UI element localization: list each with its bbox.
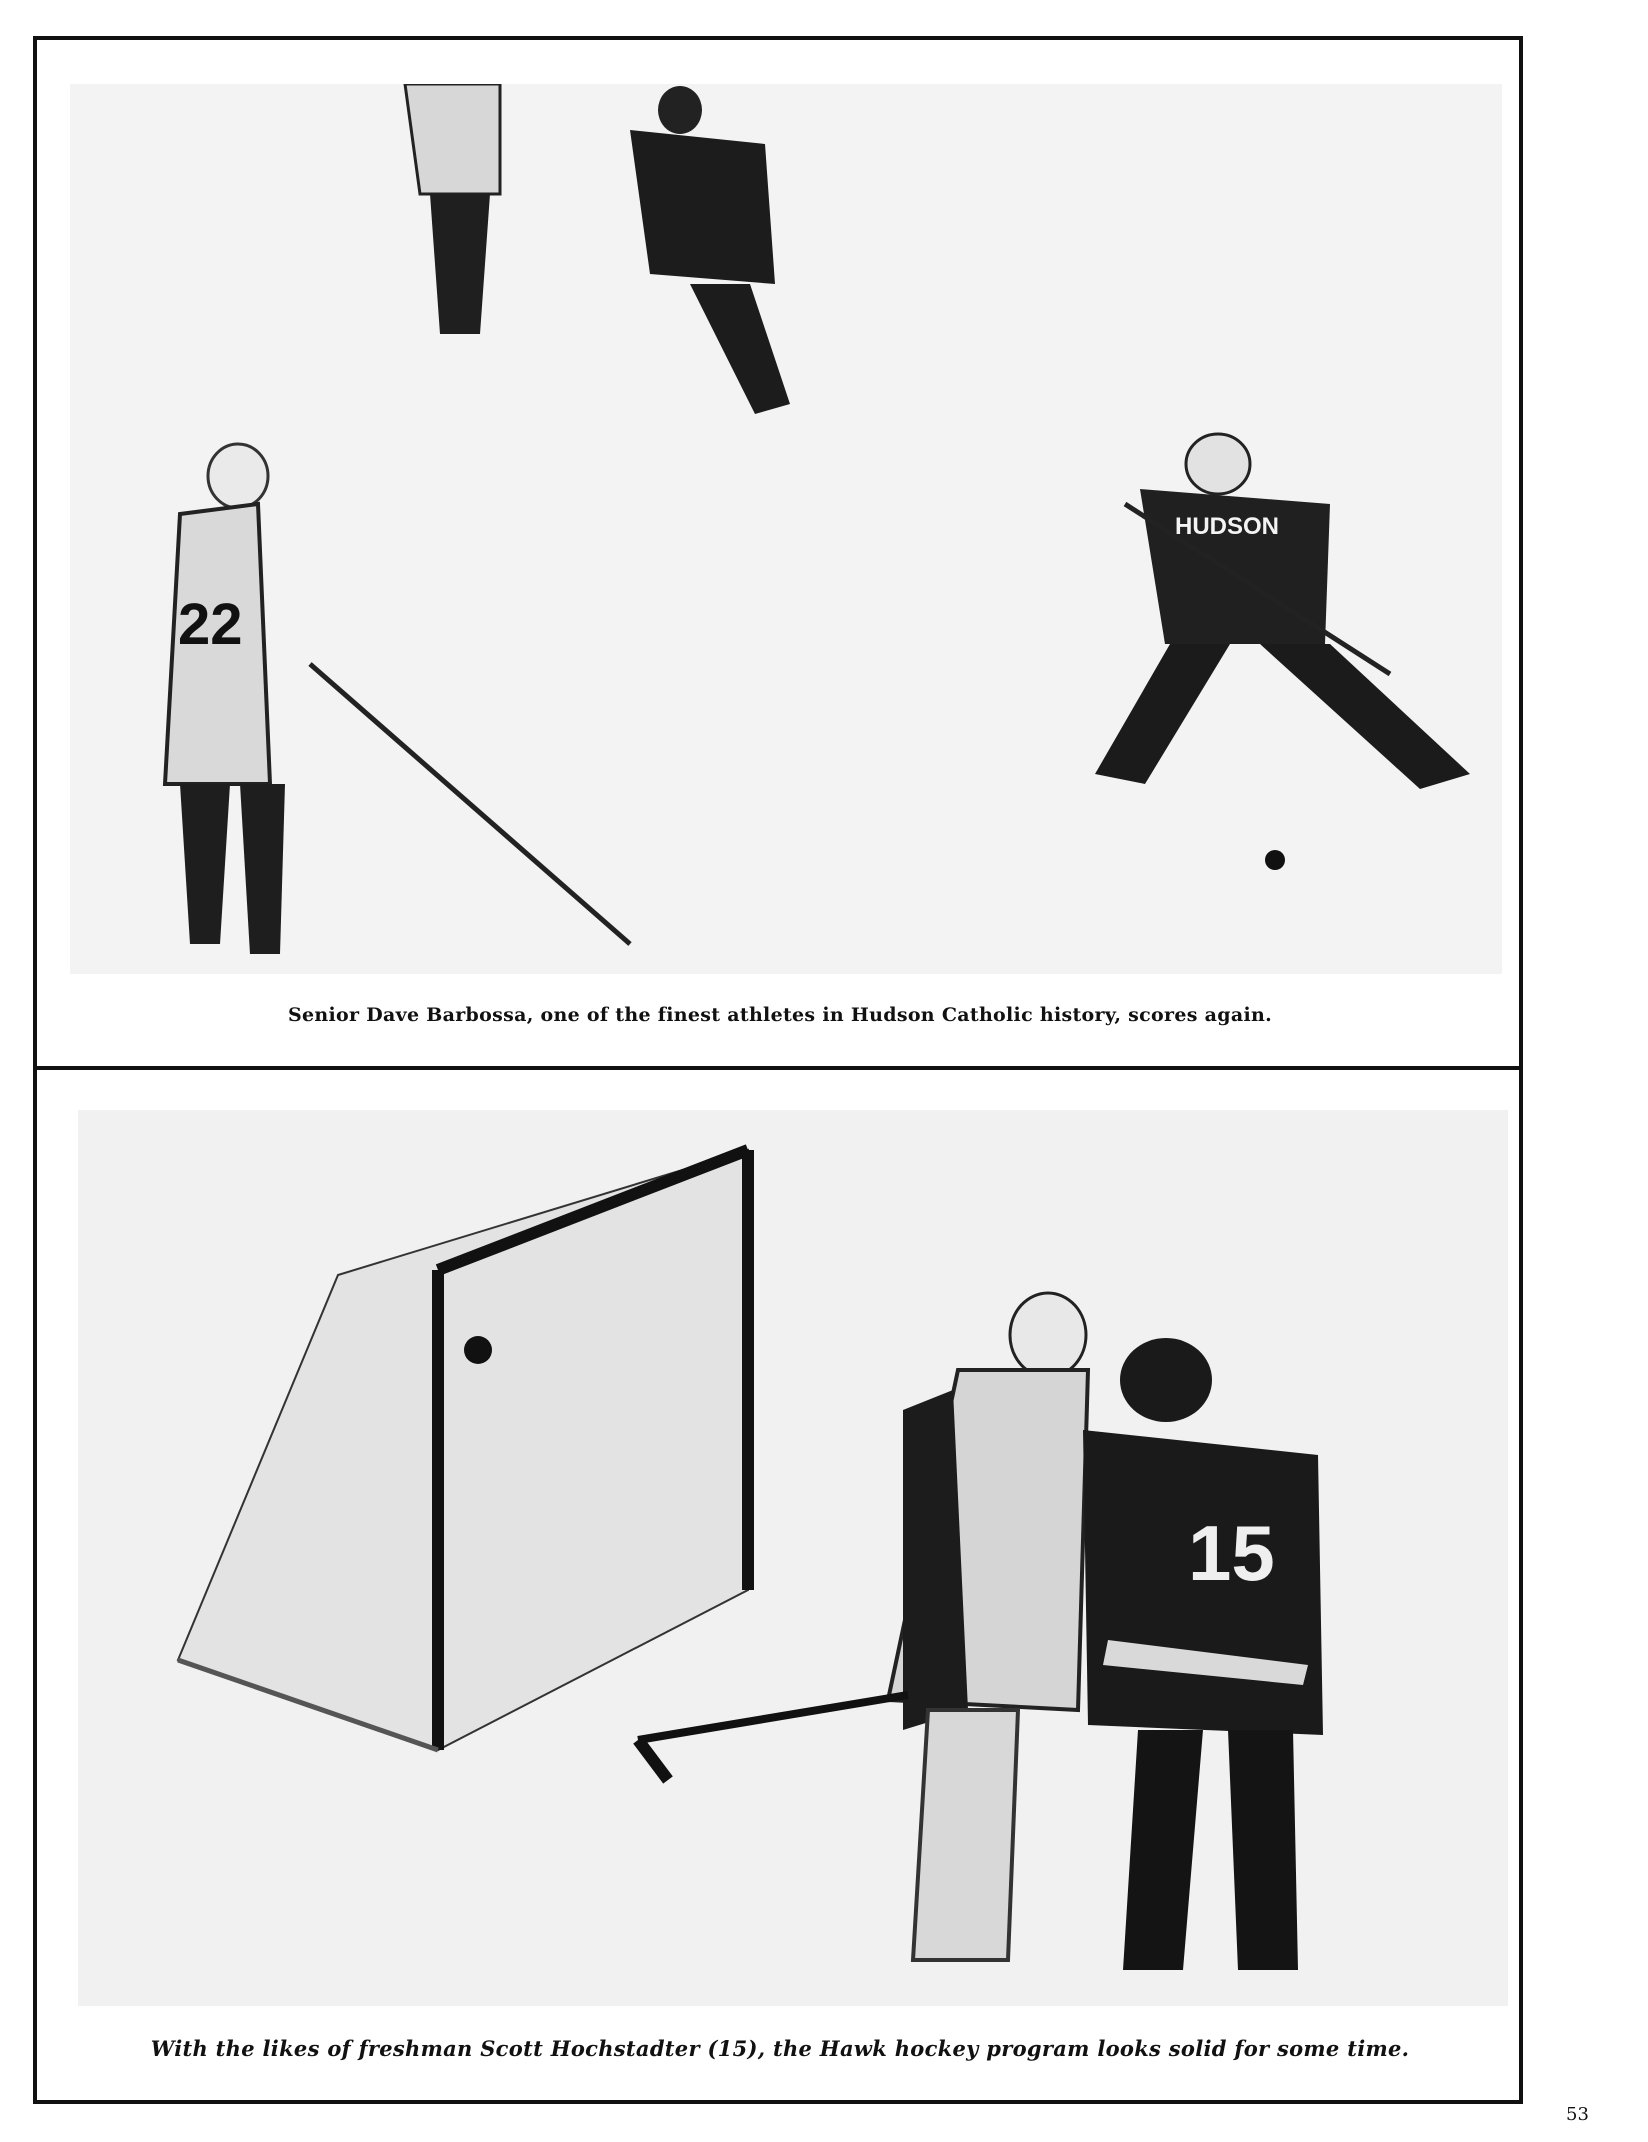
- puck-top: [1265, 850, 1285, 870]
- page-number: 53: [1566, 2104, 1589, 2125]
- hockey-photo-bottom: [78, 1110, 1508, 2006]
- jersey-text-hudson: HUDSON: [1175, 513, 1280, 540]
- puck-bottom: [464, 1336, 492, 1364]
- jersey-number-22: 22: [178, 592, 243, 657]
- caption-top: Senior Dave Barbossa, one of the finest athletes in Hudson Catholic history, scores again.: [287, 1004, 1272, 1026]
- hockey-photo-top: [70, 84, 1502, 974]
- panel-divider: [33, 1066, 1523, 1070]
- caption-bottom: With the likes of freshman Scott Hochstadter (15), the Hawk hockey program looks solid for some time.: [150, 2036, 1410, 2061]
- jersey-number-15: 15: [1188, 1509, 1275, 1597]
